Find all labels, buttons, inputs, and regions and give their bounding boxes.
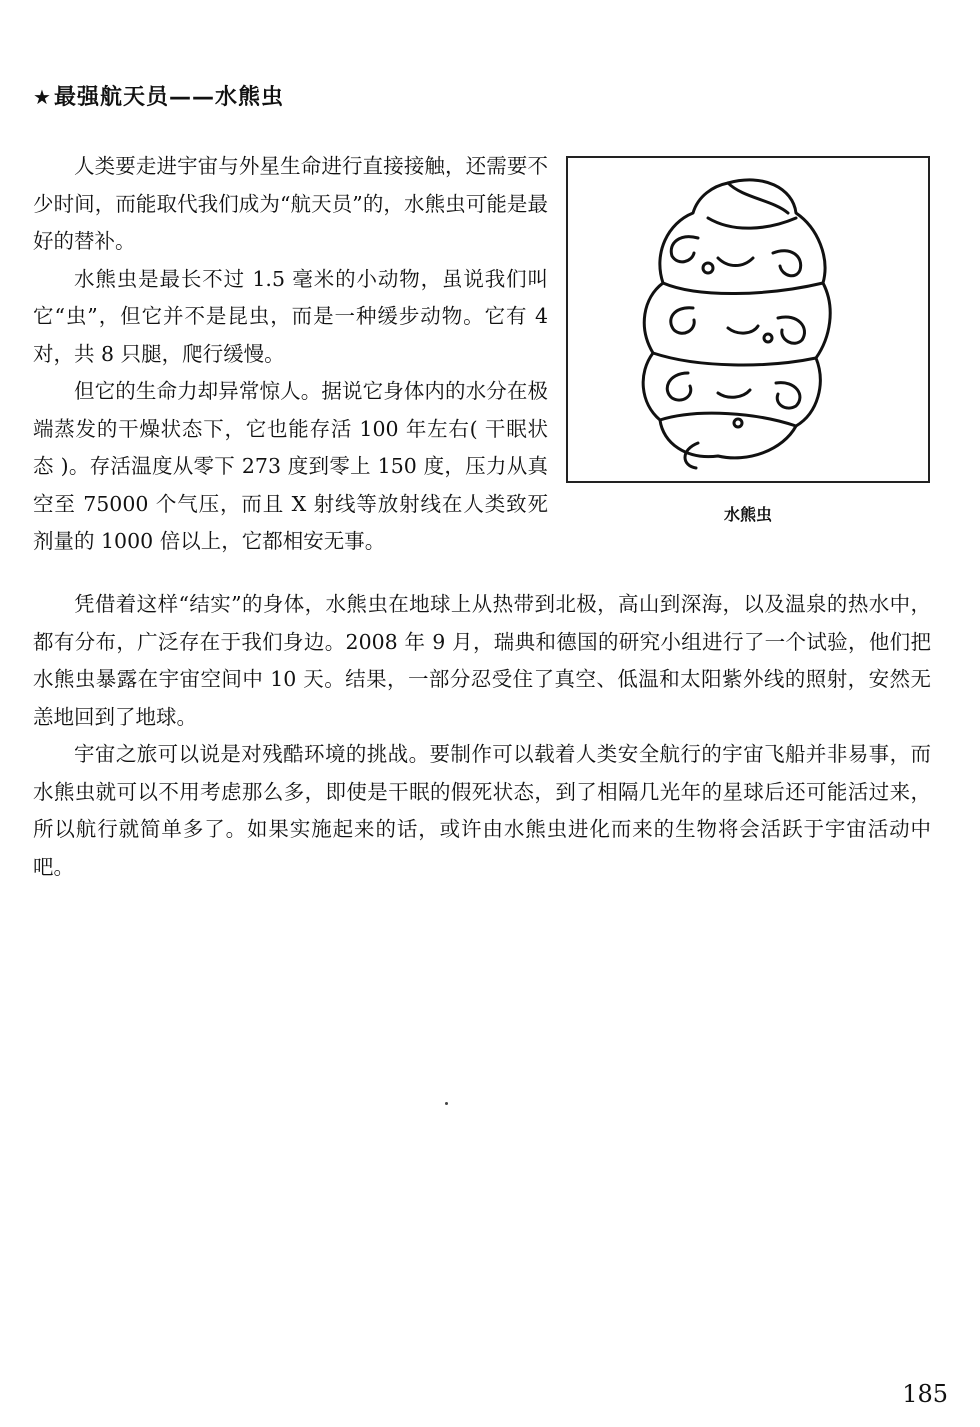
figure-caption: 水熊虫 [723,505,772,524]
paragraph: 凭借着这样“结实”的身体，水熊虫在地球上从热带到北极，高山到深海，以及温泉的热水中，都有分布，广泛存在于我们身边。2008 年 9 月，瑞典和德国的研究小组进行了一个试验，他们把水熊虫暴露在宇宙空间中 10 天。结果，一部分忍受住了真空、低温和太阳紫外线的照射，安然无恙地回到了地球。 [33,592,931,729]
body-text [33,586,931,886]
paragraph: 宇宙之旅可以说是对残酷环境的挑战。要制作可以载着人类安全航行的宇宙飞船并非易事，而水熊虫就可以不用考虑那么多，即使是干眠的假死状态，到了相隔几光年的星球后还可能活过来，所以航行就简单多了。如果实施起来的话，或许由水熊虫进化而来的生物将会活跃于宇宙活动中吧。 [33,742,931,879]
section-heading [33,80,284,111]
intro-column [33,148,548,561]
section-title: 最强航天员——水熊虫 [53,85,284,110]
star-icon: ★ [33,85,52,109]
tardigrade-figure [566,156,930,483]
tardigrade-illustration [568,158,928,481]
paragraph: 但它的生命力却异常惊人。据说它身体内的水分在极端蒸发的干燥状态下，它也能存活 100 年左右( 干眠状态 )。存活温度从零下 273 度到零上 150 度，压力从真空至 75000 个气压，而且 X 射线等放射线在人类致死剂量的 1000 倍以上，它都相安无事。 [33,379,548,553]
page-number: 185 [902,1380,948,1408]
stray-mark [445,1102,448,1105]
paragraph: 人类要走进宇宙与外星生命进行直接接触，还需要不少时间，而能取代我们成为“航天员”的，水熊虫可能是最好的替补。 [33,154,548,253]
paragraph: 水熊虫是最长不过 1.5 毫米的小动物，虽说我们叫它“虫”，但它并不是昆虫，而是一种缓步动物。它有 4 对，共 8 只腿，爬行缓慢。 [33,266,548,366]
